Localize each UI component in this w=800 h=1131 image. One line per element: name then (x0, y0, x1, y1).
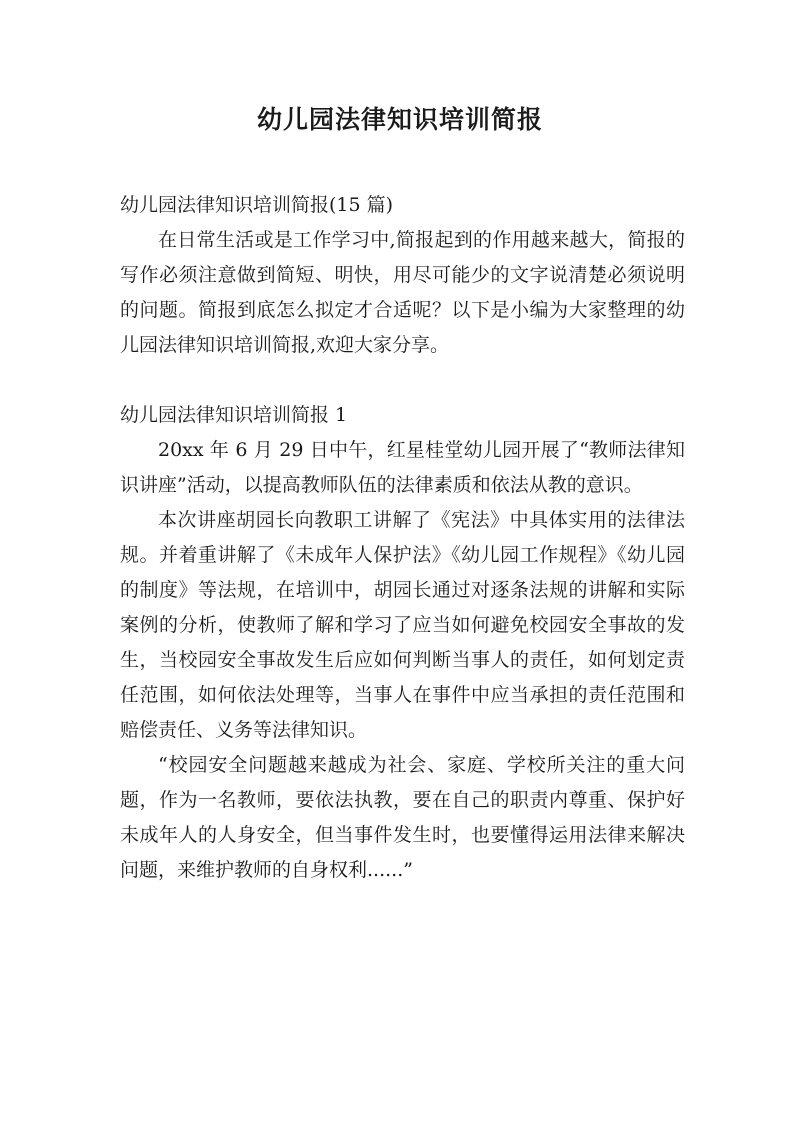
section-heading: 幼儿园法律知识培训简报 1 (120, 404, 348, 426)
body-paragraph: 20xx 年 6 月 29 日中午，红星桂堂幼儿园开展了“教师法律知识讲座”活动，以提高教师队伍的法律素质和依法从教的意识。 (120, 439, 685, 496)
intro-paragraph: 在日常生活或是工作学习中,简报起到的作用越来越大，简报的写作必须注意做到简短、明快，用尽可能少的文字说清楚必须说明的问题。简报到底怎么拟定才合适呢？以下是小编为大家整理的幼儿园法律知识培训简报,欢迎大家分享。 (120, 229, 685, 356)
body-paragraph: 本次讲座胡园长向教职工讲解了《宪法》中具体实用的法律法规。并着重讲解了《未成年人保护法》《幼儿园工作规程》《幼儿园的制度》等法规，在培训中，胡园长通过对逐条法规的讲解和实际案例的分析，使教师了解和学习了应当如何避免校园安全事故的发生，当校园安全事故发生后应如何判断当事人的责任，如何划定责任范围，如何依法处理等，当事人在事件中应当承担的责任范围和赔偿责任、义务等法律知识。 (120, 509, 685, 741)
quote-paragraph: “校园安全问题越来越成为社会、家庭、学校所关注的重大问题，作为一名教师，要依法执教，要在自己的职责内尊重、保护好未成年人的人身安全，但当事件发生时，也要懂得运用法律来解决问题，来维护教师的自身权利......” (120, 754, 685, 881)
intro-heading: 幼儿园法律知识培训简报(15 篇) (120, 194, 394, 216)
document-title: 幼儿园法律知识培训简报 (256, 105, 543, 134)
section-spacer (120, 363, 685, 398)
document-body (120, 188, 685, 888)
